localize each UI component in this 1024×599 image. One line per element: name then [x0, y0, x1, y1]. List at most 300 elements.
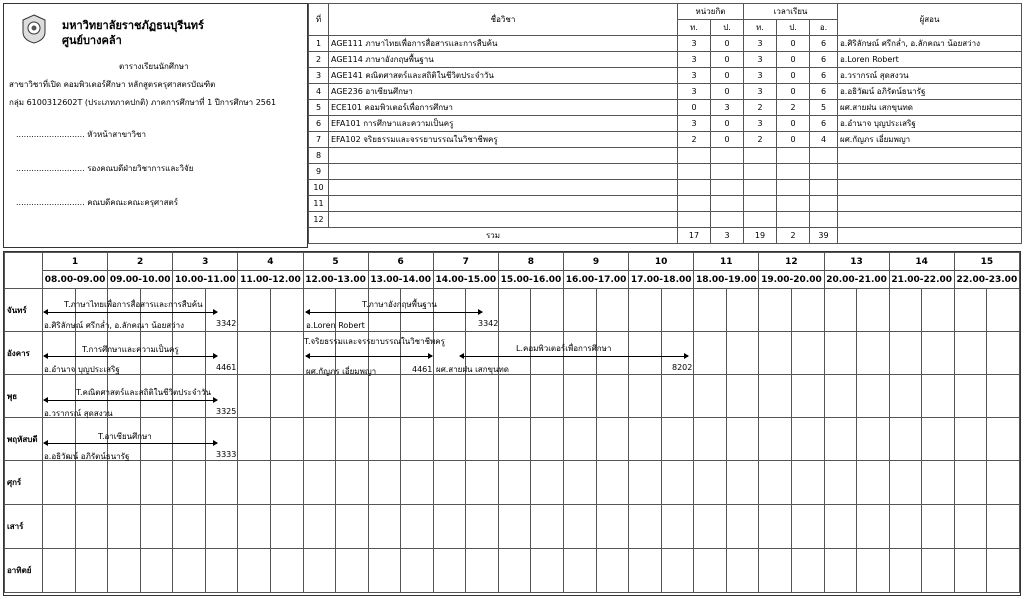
schedule-slot: [564, 461, 597, 505]
period-number: 7: [433, 253, 498, 271]
course-cell-c1: 3: [678, 36, 711, 52]
period-number: 9: [564, 253, 629, 271]
course-row: [309, 164, 1022, 180]
course-cell-c1: [678, 164, 711, 180]
course-cell-c1: 0: [678, 100, 711, 116]
period-row: [5, 253, 1020, 271]
schedule-slot: [303, 461, 336, 505]
course-cell-c1: 3: [678, 84, 711, 100]
schedule-slot: [694, 505, 727, 549]
schedule-slot: [368, 505, 401, 549]
course-cell-h3: [810, 196, 838, 212]
schedule-slot: [726, 289, 759, 332]
schedule-slot: [140, 505, 173, 549]
schedule-slot: [824, 549, 857, 593]
course-cell-h3: 6: [810, 68, 838, 84]
schedule-slot: [433, 289, 466, 332]
schedule-slot: [336, 505, 369, 549]
signature-dean: ........................... คณบดีคณะคณะครุศาสตร์: [16, 198, 178, 207]
entry-tue-3-room: 8202: [672, 363, 693, 372]
course-cell-no: 2: [309, 52, 329, 68]
col-instructor: ผู้สอน: [838, 4, 1022, 36]
entry-wed-1-title: T.คณิตศาสตร์และสถิติในชีวิตประจำวัน: [76, 388, 211, 397]
entry-thu-1-arrow: [44, 443, 217, 444]
schedule-slot: [857, 332, 890, 375]
col-name: ชื่อวิชา: [329, 4, 678, 36]
schedule-slot: [922, 418, 955, 461]
col-credit-t: ท.: [678, 20, 711, 36]
schedule-slot: [857, 461, 890, 505]
schedule-slot: [824, 505, 857, 549]
schedule-slot: [889, 505, 922, 549]
schedule-slot: [726, 332, 759, 375]
course-cell-no: 3: [309, 68, 329, 84]
course-header-row: [309, 4, 1022, 20]
period-time: 22.00-23.00: [954, 271, 1019, 289]
schedule-slot: [922, 549, 955, 593]
course-cell-c2: 0: [711, 132, 744, 148]
schedule-slot: [889, 549, 922, 593]
schedule-slot: [922, 332, 955, 375]
course-row: [309, 52, 1022, 68]
schedule-slot: [43, 461, 76, 505]
time-row: [5, 271, 1020, 289]
program-line: สาขาวิชาที่เปิด คอมพิวเตอร์ศึกษา หลักสูตรครุศาสตรบัณฑิต: [9, 80, 216, 89]
schedule-slot: [629, 332, 662, 375]
schedule-slot: [694, 461, 727, 505]
period-number: 12: [759, 253, 824, 271]
schedule-slot: [987, 332, 1020, 375]
schedule-slot: [238, 375, 271, 418]
entry-tue-3-title: L.คอมพิวเตอร์เพื่อการศึกษา: [516, 344, 612, 353]
period-time: 18.00-19.00: [694, 271, 759, 289]
col-credit: หน่วยกิต: [678, 4, 744, 20]
course-cell-name: ECE101 คอมพิวเตอร์เพื่อการศึกษา: [329, 100, 678, 116]
course-cell-h2: [777, 196, 810, 212]
course-cell-c1: [678, 148, 711, 164]
schedule-slot: [824, 461, 857, 505]
course-row: [309, 132, 1022, 148]
course-cell-h1: 3: [744, 116, 777, 132]
course-cell-ins: ผศ.กัญภร เอี่ยมพญา: [838, 132, 1022, 148]
period-time: 21.00-22.00: [889, 271, 954, 289]
schedule-slot: [43, 549, 76, 593]
schedule-slot: [401, 375, 434, 418]
course-cell-c1: [678, 212, 711, 228]
period-number: 15: [954, 253, 1019, 271]
course-row: [309, 212, 1022, 228]
schedule-slot: [857, 375, 890, 418]
total-hours-t: 19: [744, 228, 777, 244]
course-cell-h2: 0: [777, 84, 810, 100]
period-number: 8: [498, 253, 563, 271]
schedule-slot: [661, 418, 694, 461]
course-cell-c1: [678, 196, 711, 212]
schedule-slot: [922, 505, 955, 549]
schedule-slot: [238, 549, 271, 593]
entry-tue-2-arrow: [306, 356, 432, 357]
course-cell-no: 12: [309, 212, 329, 228]
schedule-slot: [270, 505, 303, 549]
schedule-slot: [694, 332, 727, 375]
course-cell-h3: 6: [810, 52, 838, 68]
course-cell-h2: 0: [777, 36, 810, 52]
schedule-slot: [661, 289, 694, 332]
schedule-slot: [661, 505, 694, 549]
schedule-slot: [498, 549, 531, 593]
schedule-slot: [108, 549, 141, 593]
schedule-slot: [433, 549, 466, 593]
schedule-slot: [629, 289, 662, 332]
entry-tue-3-teacher: ผศ.สายฝน เสกขุนทด: [436, 365, 509, 374]
schedule-slot: [889, 461, 922, 505]
corner-cell: [5, 253, 43, 289]
course-total-row: [309, 228, 1022, 244]
course-cell-no: 8: [309, 148, 329, 164]
entry-tue-3-arrow: [460, 356, 688, 357]
course-cell-h3: 4: [810, 132, 838, 148]
schedule-slot: [205, 549, 238, 593]
course-cell-ins: อ.วรากรณ์ สุดสงวน: [838, 68, 1022, 84]
course-cell-c2: 0: [711, 36, 744, 52]
course-cell-name: EFA101 การศึกษาและความเป็นครู: [329, 116, 678, 132]
schedule-slot: [531, 505, 564, 549]
course-cell-no: 9: [309, 164, 329, 180]
course-cell-h1: 2: [744, 132, 777, 148]
schedule-slot: [75, 549, 108, 593]
course-row: [309, 180, 1022, 196]
schedule-slot: [629, 418, 662, 461]
signature-dept-head: ........................... หัวหน้าสาขาวิชา: [16, 130, 146, 139]
course-cell-name: [329, 148, 678, 164]
schedule-slot: [889, 332, 922, 375]
course-cell-h2: 0: [777, 132, 810, 148]
schedule-slot: [173, 549, 206, 593]
schedule-slot: [270, 461, 303, 505]
course-cell-no: 1: [309, 36, 329, 52]
schedule-slot: [433, 375, 466, 418]
schedule-slot: [987, 289, 1020, 332]
schedule-slot: [205, 461, 238, 505]
course-cell-name: [329, 212, 678, 228]
schedule-slot: [726, 461, 759, 505]
course-cell-c1: 3: [678, 68, 711, 84]
course-cell-ins: [838, 212, 1022, 228]
course-cell-h2: [777, 148, 810, 164]
schedule-slot: [759, 505, 792, 549]
schedule-slot: [401, 461, 434, 505]
entry-thu-1-room: 3333: [216, 450, 237, 459]
course-cell-c2: [711, 212, 744, 228]
entry-mon-1-title: T.ภาษาไทยเพื่อการสื่อสารและการสืบค้น: [64, 300, 203, 309]
schedule-slot: [564, 505, 597, 549]
schedule-slot: [791, 418, 824, 461]
course-cell-ins: [838, 148, 1022, 164]
schedule-slot: [368, 461, 401, 505]
schedule-slot: [270, 375, 303, 418]
schedule-slot: [857, 418, 890, 461]
period-time: 08.00-09.00: [43, 271, 108, 289]
schedule-slot: [75, 461, 108, 505]
col-no: ที่: [309, 4, 329, 36]
course-cell-c2: 3: [711, 100, 744, 116]
course-cell-h2: 0: [777, 116, 810, 132]
course-cell-ins: อ.Loren Robert: [838, 52, 1022, 68]
period-number: 3: [173, 253, 238, 271]
schedule-slot: [531, 418, 564, 461]
entry-tue-1-arrow: [44, 356, 217, 357]
course-cell-c2: [711, 196, 744, 212]
schedule-slot: [987, 549, 1020, 593]
course-row: [309, 116, 1022, 132]
course-cell-h2: [777, 212, 810, 228]
schedule-slot: [564, 549, 597, 593]
course-cell-c2: 0: [711, 68, 744, 84]
course-cell-ins: [838, 180, 1022, 196]
total-hours-p: 2: [777, 228, 810, 244]
period-number: 14: [889, 253, 954, 271]
schedule-slot: [824, 418, 857, 461]
entry-mon-1-arrow: [44, 312, 217, 313]
schedule-slot: [531, 289, 564, 332]
course-cell-h1: 3: [744, 36, 777, 52]
schedule-slot: [694, 549, 727, 593]
schedule-slot: [954, 375, 987, 418]
course-cell-name: AGE236 อาเซียนศึกษา: [329, 84, 678, 100]
course-cell-h3: 6: [810, 116, 838, 132]
entry-wed-1-teacher: อ.วรากรณ์ สุดสงวน: [44, 409, 113, 418]
course-cell-name: [329, 196, 678, 212]
course-cell-h1: [744, 196, 777, 212]
course-cell-h3: [810, 212, 838, 228]
schedule-slot: [596, 549, 629, 593]
schedule-slot: [596, 289, 629, 332]
schedule-slot: [596, 505, 629, 549]
course-cell-h1: 3: [744, 84, 777, 100]
course-cell-name: AGE111 ภาษาไทยเพื่อการสื่อสารและการสืบค้น: [329, 36, 678, 52]
schedule-slot: [368, 549, 401, 593]
schedule-slot: [336, 375, 369, 418]
schedule-slot: [173, 505, 206, 549]
schedule-slot: [954, 332, 987, 375]
schedule-slot: [368, 418, 401, 461]
entry-tue-2-room: 4461: [412, 365, 433, 374]
course-table: [308, 3, 1021, 248]
period-number: 11: [694, 253, 759, 271]
schedule-slot: [336, 461, 369, 505]
entry-thu-1-title: T.อาเซียนศึกษา: [98, 432, 152, 441]
course-cell-c1: 2: [678, 132, 711, 148]
schedule-slot: [922, 375, 955, 418]
course-cell-h3: 6: [810, 84, 838, 100]
course-cell-c1: 3: [678, 116, 711, 132]
period-number: 2: [108, 253, 173, 271]
course-cell-name: [329, 164, 678, 180]
entry-thu-1-teacher: อ.อธิวัฒน์ อภิรัตน์ธนารัฐ: [44, 452, 130, 461]
entry-mon-1-teacher: อ.ศิริลักษณ์ ศรีกล่ำ, อ.ลักคณา น้อยสว่าง: [44, 321, 185, 330]
schedule-slot: [270, 418, 303, 461]
total-label: รวม: [309, 228, 678, 244]
schedule-slot: [889, 289, 922, 332]
period-time: 20.00-21.00: [824, 271, 889, 289]
schedule-slot: [824, 375, 857, 418]
course-cell-h3: [810, 148, 838, 164]
schedule-slot: [238, 289, 271, 332]
course-cell-name: AGE114 ภาษาอังกฤษพื้นฐาน: [329, 52, 678, 68]
schedule-slot: [498, 461, 531, 505]
course-cell-ins: อ.ศิริลักษณ์ ศรีกล่ำ, อ.ลักคณา น้อยสว่าง: [838, 36, 1022, 52]
course-cell-h2: 2: [777, 100, 810, 116]
schedule-slot: [596, 461, 629, 505]
day-label: ศุกร์: [5, 461, 43, 505]
university-seal-icon: [21, 14, 47, 44]
day-row: [5, 505, 1020, 549]
course-cell-h1: [744, 164, 777, 180]
schedule-slot: [108, 505, 141, 549]
course-cell-h2: 0: [777, 68, 810, 84]
schedule-slot: [140, 461, 173, 505]
university-name: มหาวิทยาลัยราชภัฏธนบุรีนทร์: [62, 19, 204, 32]
schedule-slot: [43, 505, 76, 549]
schedule-slot: [466, 461, 499, 505]
schedule-slot: [173, 418, 206, 461]
day-row: [5, 418, 1020, 461]
schedule-slot: [531, 549, 564, 593]
day-row: [5, 549, 1020, 593]
schedule-slot: [629, 461, 662, 505]
day-label: จันทร์: [5, 289, 43, 332]
course-cell-ins: [838, 196, 1022, 212]
course-cell-no: 6: [309, 116, 329, 132]
schedule-slot: [726, 549, 759, 593]
schedule-slot: [205, 505, 238, 549]
schedule-slot: [629, 505, 662, 549]
period-number: 13: [824, 253, 889, 271]
total-hours-o: 39: [810, 228, 838, 244]
course-cell-h1: 3: [744, 52, 777, 68]
schedule-slot: [791, 505, 824, 549]
entry-mon-2-arrow: [306, 312, 482, 313]
schedule-slot: [987, 418, 1020, 461]
schedule-slot: [759, 418, 792, 461]
schedule-slot: [954, 461, 987, 505]
period-time: 17.00-18.00: [629, 271, 694, 289]
course-cell-no: 4: [309, 84, 329, 100]
day-label: พุธ: [5, 375, 43, 418]
period-time: 09.00-10.00: [108, 271, 173, 289]
schedule-slot: [922, 461, 955, 505]
total-credit-p: 3: [711, 228, 744, 244]
schedule-slot: [564, 289, 597, 332]
schedule-slot: [531, 461, 564, 505]
period-time: 12.00-13.00: [303, 271, 368, 289]
course-cell-h3: [810, 164, 838, 180]
schedule-grid: [3, 251, 1021, 596]
course-row: [309, 196, 1022, 212]
schedule-slot: [466, 375, 499, 418]
period-number: 1: [43, 253, 108, 271]
course-cell-ins: อ.อำนาจ บุญประเสริฐ: [838, 116, 1022, 132]
schedule-slot: [466, 418, 499, 461]
schedule-slot: [303, 418, 336, 461]
total-empty: [838, 228, 1022, 244]
schedule-slot: [857, 505, 890, 549]
col-credit-p: ป.: [711, 20, 744, 36]
col-hours-t: ท.: [744, 20, 777, 36]
schedule-slot: [629, 549, 662, 593]
schedule-slot: [694, 375, 727, 418]
schedule-slot: [303, 375, 336, 418]
period-number: 6: [368, 253, 433, 271]
course-cell-c2: 0: [711, 52, 744, 68]
course-table-grid: [308, 3, 1022, 244]
course-row: [309, 100, 1022, 116]
schedule-slot: [498, 505, 531, 549]
schedule-slot: [987, 375, 1020, 418]
entry-tue-1-room: 4461: [216, 363, 237, 372]
course-cell-h2: 0: [777, 52, 810, 68]
entry-tue-1-teacher: อ.อำนาจ บุญประเสริฐ: [44, 365, 120, 374]
period-number: 10: [629, 253, 694, 271]
period-time: 10.00-11.00: [173, 271, 238, 289]
entry-wed-1-room: 3325: [216, 407, 237, 416]
schedule-slot: [791, 332, 824, 375]
course-cell-no: 5: [309, 100, 329, 116]
schedule-slot: [466, 549, 499, 593]
course-row: [309, 36, 1022, 52]
schedule-slot: [238, 505, 271, 549]
schedule-slot: [726, 375, 759, 418]
schedule-slot: [824, 289, 857, 332]
period-time: 16.00-17.00: [564, 271, 629, 289]
course-row: [309, 148, 1022, 164]
schedule-slot: [401, 418, 434, 461]
col-hours-o: อ.: [810, 20, 838, 36]
schedule-slot: [336, 549, 369, 593]
course-cell-name: [329, 180, 678, 196]
schedule-slot: [140, 549, 173, 593]
col-hours-p: ป.: [777, 20, 810, 36]
schedule-slot: [889, 418, 922, 461]
schedule-slot: [531, 375, 564, 418]
course-cell-c1: 3: [678, 52, 711, 68]
course-cell-h1: 3: [744, 68, 777, 84]
day-row: [5, 461, 1020, 505]
day-label: พฤหัสบดี: [5, 418, 43, 461]
schedule-slot: [726, 418, 759, 461]
schedule-slot: [368, 375, 401, 418]
schedule-slot: [303, 505, 336, 549]
period-number: 5: [303, 253, 368, 271]
total-credit-t: 17: [678, 228, 711, 244]
schedule-slot: [238, 418, 271, 461]
schedule-slot: [726, 505, 759, 549]
schedule-slot: [336, 418, 369, 461]
schedule-slot: [498, 375, 531, 418]
signature-vice-dean: ........................... รองคณบดีฝ่ายวิชาการและวิจัย: [16, 164, 194, 173]
entry-mon-1-room: 3342: [216, 319, 237, 328]
day-label: อังคาร: [5, 332, 43, 375]
period-time: 19.00-20.00: [759, 271, 824, 289]
schedule-slot: [270, 289, 303, 332]
col-hours: เวลาเรียน: [744, 4, 838, 20]
schedule-slot: [791, 289, 824, 332]
course-cell-c2: [711, 180, 744, 196]
course-cell-h1: [744, 180, 777, 196]
schedule-slot: [401, 505, 434, 549]
schedule-slot: [596, 375, 629, 418]
schedule-slot: [759, 332, 792, 375]
